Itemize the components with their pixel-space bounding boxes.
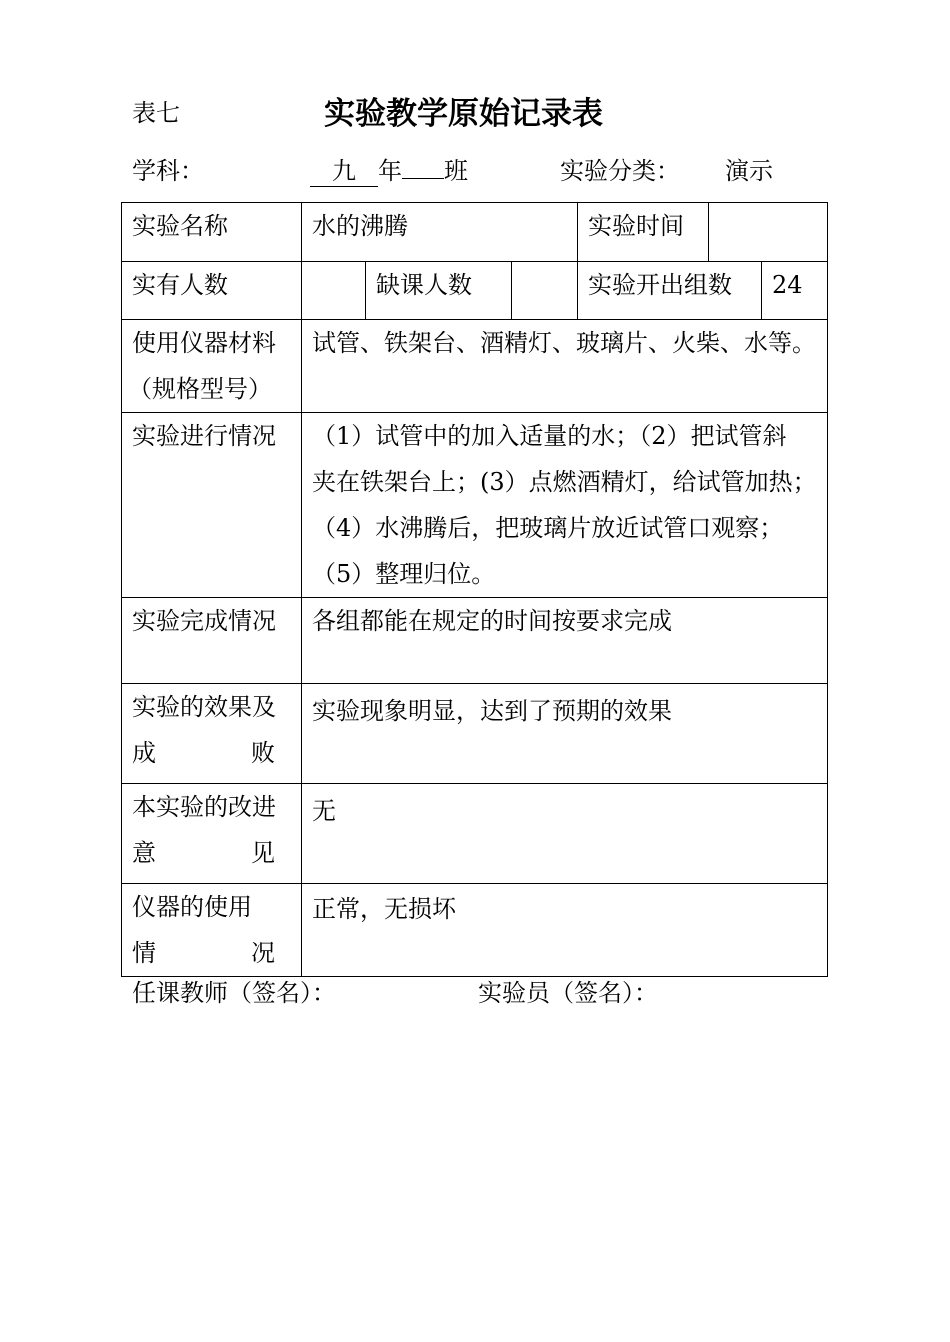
effect-label-char: 败 — [251, 739, 275, 767]
actual-label: 实有人数 — [122, 262, 302, 320]
process-line: （5）整理归位。 — [312, 560, 496, 588]
groups-label: 实验开出组数 — [578, 262, 762, 320]
grade-label: 年 — [378, 157, 402, 185]
improve-label-line1: 本实验的改进 — [132, 793, 276, 821]
name-value — [302, 203, 578, 262]
grade-value: 九 — [310, 151, 378, 187]
subject-label: 学科： — [132, 157, 204, 185]
class-label: 班 — [444, 157, 468, 185]
record-table — [121, 202, 828, 977]
materials-label-line1: 使用仪器材料 — [132, 329, 276, 357]
process-line: （4）水沸腾后，把玻璃片放近试管口观察； — [312, 514, 784, 542]
process-line: （1）试管中的加入适量的水；（2）把试管斜 — [312, 422, 787, 450]
materials-label — [122, 320, 302, 413]
effect-value: 实验现象明显，达到了预期的效果 — [302, 684, 828, 784]
time-label: 实验时间 — [578, 203, 709, 261]
improve-label-char: 意 — [132, 839, 156, 867]
absent-value — [512, 262, 578, 320]
instrument-label-char: 况 — [251, 939, 275, 967]
category-label: 实验分类： — [560, 157, 680, 185]
instrument-label-line1: 仪器的使用 — [132, 893, 252, 921]
completion-value: 各组都能在规定的时间按要求完成 — [302, 598, 828, 684]
class-value — [402, 178, 444, 179]
name-label: 实验名称 — [122, 203, 302, 262]
assistant-signature-label: 实验员（签名）： — [478, 979, 658, 1007]
improve-label-char: 见 — [251, 839, 275, 867]
improve-label-line2 — [132, 830, 291, 876]
groups-value: 24 — [762, 262, 828, 320]
materials-value: 试管、铁架台、酒精灯、玻璃片、火柴、水等。 — [302, 320, 828, 413]
actual-value — [302, 262, 366, 320]
time-value — [709, 203, 827, 261]
teacher-signature-label: 任课教师（签名）： — [132, 979, 336, 1007]
effect-label-line1: 实验的效果及 — [132, 693, 276, 721]
time-cell — [578, 203, 828, 262]
grade-class-line — [310, 151, 468, 187]
materials-label-line2: （规格型号） — [128, 375, 272, 403]
effect-label-line2 — [132, 730, 291, 776]
process-line: 夹在铁架台上；(3）点燃酒精灯，给试管加热； — [312, 468, 817, 496]
process-label: 实验进行情况 — [122, 413, 302, 598]
experiment-name: 水的沸腾 — [312, 212, 408, 240]
category-value: 演示 — [725, 157, 773, 185]
absent-label: 缺课人数 — [366, 262, 512, 320]
effect-label-char: 成 — [132, 739, 156, 767]
instrument-value: 正常，无损坏 — [302, 884, 828, 977]
improve-label — [122, 784, 302, 884]
table-number: 表七 — [132, 99, 180, 127]
instrument-label — [122, 884, 302, 977]
instrument-label-char: 情 — [132, 939, 156, 967]
instrument-label-line2 — [132, 930, 291, 976]
page-title: 实验教学原始记录表 — [324, 96, 603, 132]
effect-label — [122, 684, 302, 784]
process-value — [302, 413, 828, 598]
completion-label: 实验完成情况 — [122, 598, 302, 684]
improve-value: 无 — [302, 784, 828, 884]
